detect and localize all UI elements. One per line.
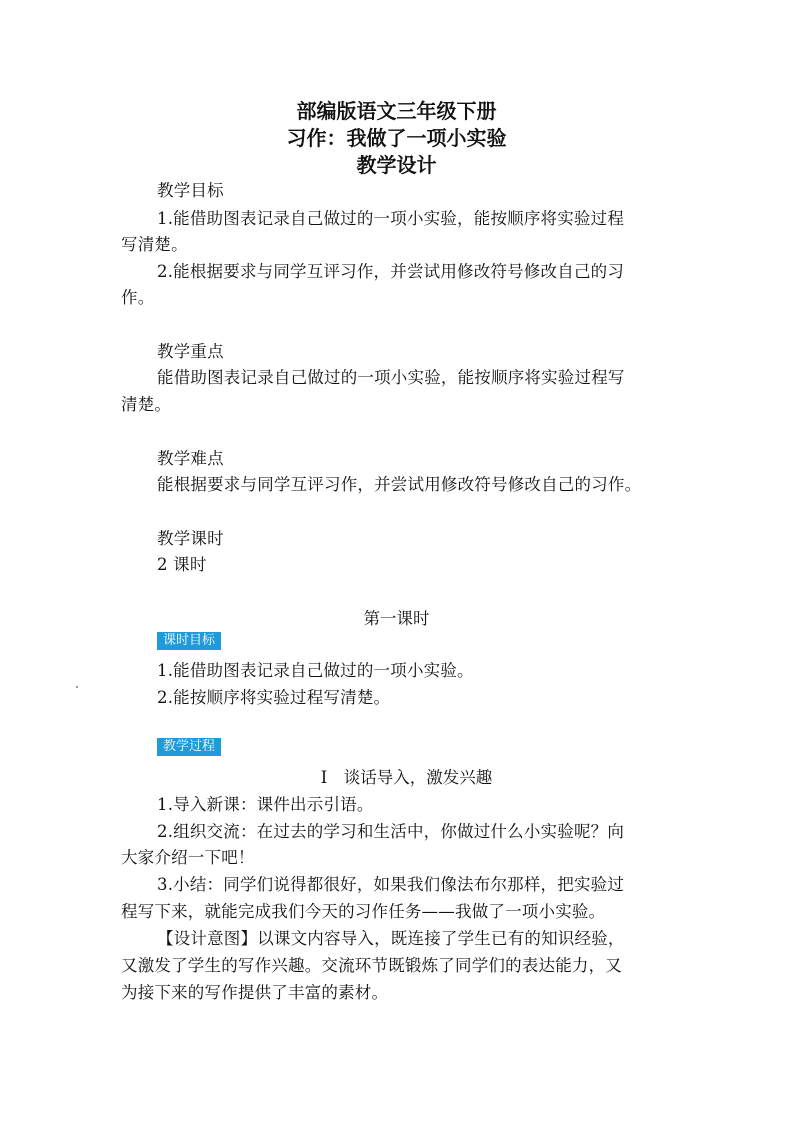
process-step-1: 1.导入新课：课件出示引语。 — [157, 795, 374, 814]
objective-1-line1: 1.能借助图表记录自己做过的一项小实验，能按顺序将实验过程 — [157, 209, 625, 228]
periods-value: 2 课时 — [157, 555, 207, 574]
process-step-2-line1: 2.组织交流：在过去的学习和生活中，你做过什么小实验呢？向 — [157, 822, 625, 841]
process-step-3-line1: 3.小结：同学们说得都很好，如果我们像法布尔那样，把实验过 — [157, 875, 625, 894]
lesson-goal-2: 2.能按顺序将实验过程写清楚。 — [157, 688, 391, 707]
objectives-heading: 教学目标 — [157, 181, 224, 200]
process-step-2-line2: 大家介绍一下吧！ — [121, 848, 255, 867]
stray-dot — [76, 686, 78, 688]
doc-title-line1: 部编版语文三年级下册 — [296, 99, 497, 123]
process-step-3-line2: 程写下来，就能完成我们今天的习作任务——我做了一项小实验。 — [121, 902, 606, 921]
key-points-line2: 清楚。 — [121, 395, 172, 414]
lesson1-title: 第一课时 — [363, 609, 430, 628]
design-intent-line3: 为接下来的写作提供了丰富的素材。 — [121, 983, 389, 1002]
periods-heading: 教学课时 — [157, 529, 224, 548]
doc-title-line3: 教学设计 — [356, 153, 437, 177]
key-points-line1: 能借助图表记录自己做过的一项小实验，能按顺序将实验过程写 — [157, 368, 625, 387]
difficulties-heading: 教学难点 — [157, 449, 224, 468]
design-intent-line1: 【设计意图】以课文内容导入，既连接了学生已有的知识经验， — [157, 929, 625, 948]
difficulties-text: 能根据要求与同学互评习作，并尝试用修改符号修改自己的习作。 — [157, 475, 642, 494]
badge-lesson-goals: 课时目标 — [157, 632, 221, 650]
process-section-1-title: Ⅰ 谈话导入，激发兴趣 — [320, 768, 493, 787]
design-intent-line2: 又激发了学生的写作兴趣。交流环节既锻炼了同学们的表达能力，又 — [121, 956, 622, 975]
objective-2-line2: 作。 — [121, 288, 155, 307]
badge-teaching-process: 教学过程 — [157, 738, 221, 756]
doc-title-line2: 习作：我做了一项小实验 — [286, 126, 507, 150]
key-points-heading: 教学重点 — [157, 342, 224, 361]
lesson-goal-1: 1.能借助图表记录自己做过的一项小实验。 — [157, 661, 474, 680]
objective-2-line1: 2.能根据要求与同学互评习作，并尝试用修改符号修改自己的习 — [157, 262, 625, 281]
objective-1-line2: 写清楚。 — [121, 235, 188, 254]
